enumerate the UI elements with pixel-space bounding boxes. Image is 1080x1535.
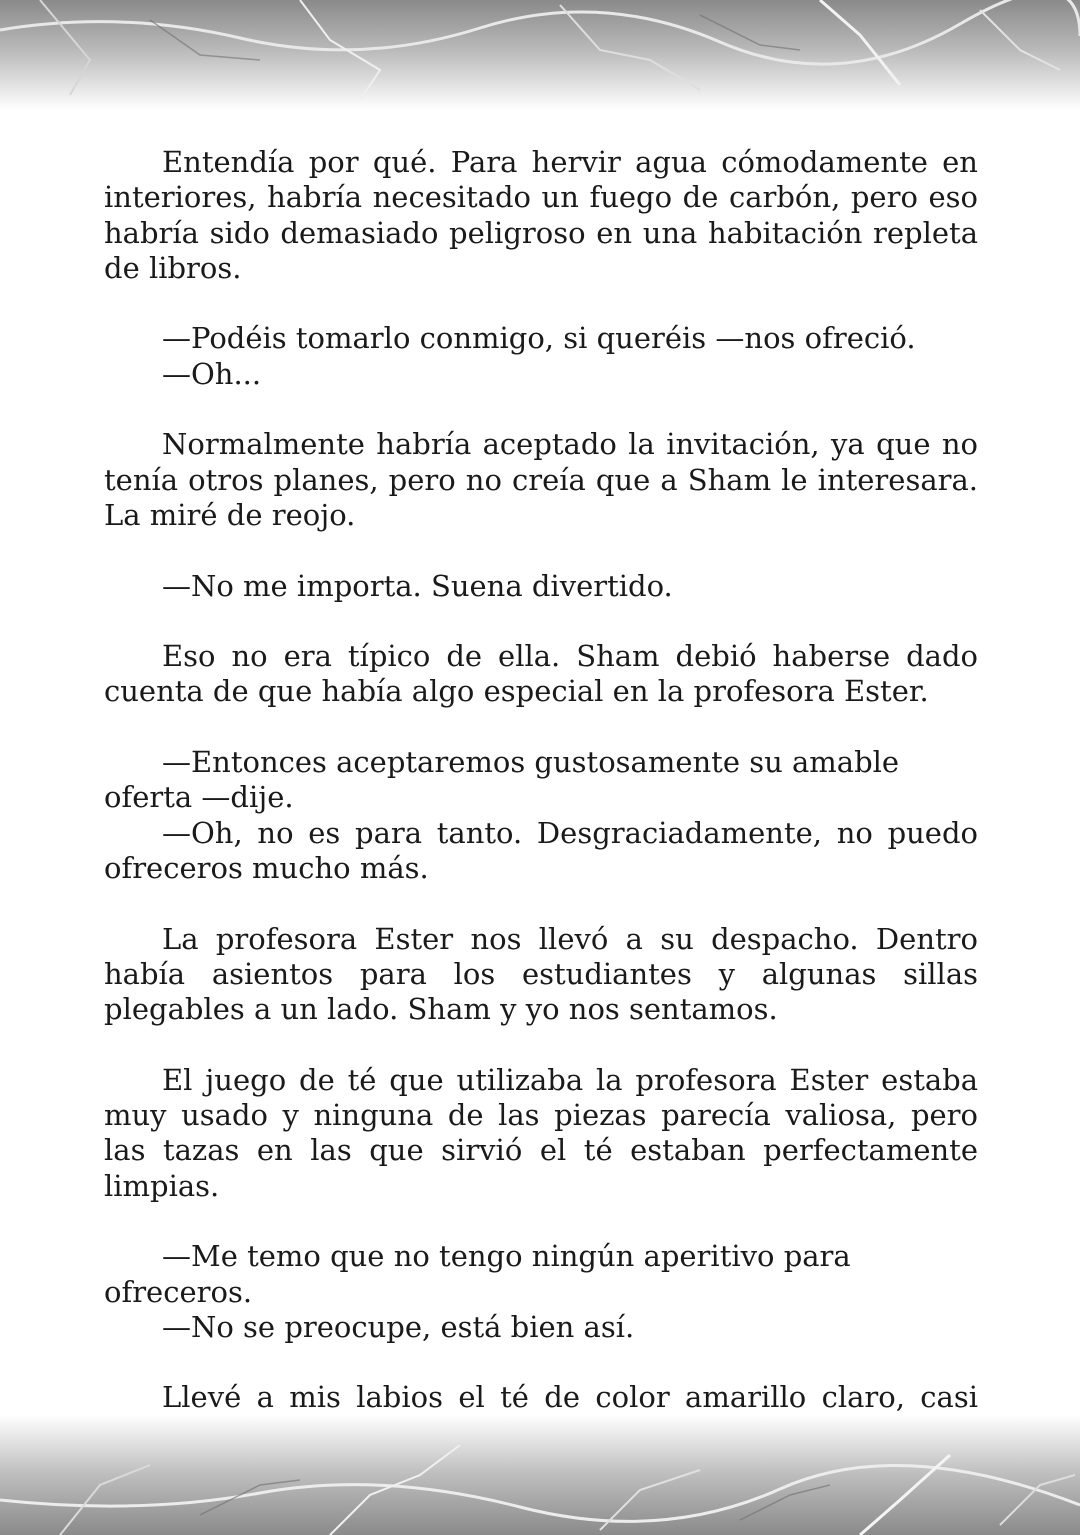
- decorative-top-border: [0, 0, 1080, 110]
- dialogue-line: —Entonces aceptaremos gustosamente su amable oferta —dije.: [104, 745, 900, 815]
- narration-paragraph: —Oh, no es para tanto. Desgraciadamente, no puedo ofreceros mucho más.: [104, 815, 978, 885]
- narration-paragraph: Llevé a mis labios el té de color amarillo claro, casi: [162, 1380, 978, 1415]
- decorative-bottom-border: [0, 1415, 1080, 1535]
- narration-paragraph: Entendía por qué. Para hervir agua cómodamente en interiores, habría necesitado un fuego de carbón, pero eso habría sido demasiado peligroso en una habitación repleta de libros.: [104, 145, 978, 285]
- narration-paragraph: Eso no era típico de ella. Sham debió haberse dado cuenta de que había algo especial en la profesora Ester.: [104, 639, 978, 709]
- narration-paragraph: Normalmente habría aceptado la invitación, ya que no tenía otros planes, pero no creía que a Sham le interesara. La miré de reojo.: [104, 427, 978, 532]
- dialogue-line: —Me temo que no tengo ningún aperitivo para ofreceros.: [104, 1239, 851, 1309]
- dialogue-line: —No se preocupe, está bien así.: [162, 1309, 635, 1344]
- narration-paragraph: La profesora Ester nos llevó a su despacho. Dentro había asientos para los estudiantes y algunas sillas plegables a un lado. Sham y yo nos sentamos.: [104, 921, 978, 1027]
- dialogue-line: —Oh...: [162, 356, 262, 391]
- dialogue-line: —Podéis tomarlo conmigo, si queréis —nos ofreció.: [162, 321, 916, 356]
- dialogue-line: —No me importa. Suena divertido.: [162, 568, 673, 603]
- body-text: [104, 145, 978, 1451]
- narration-paragraph: El juego de té que utilizaba la profesora Ester estaba muy usado y ninguna de las piezas parecía valiosa, pero las tazas en las que sirvió el té estaban perfectamente limpias.: [104, 1062, 978, 1203]
